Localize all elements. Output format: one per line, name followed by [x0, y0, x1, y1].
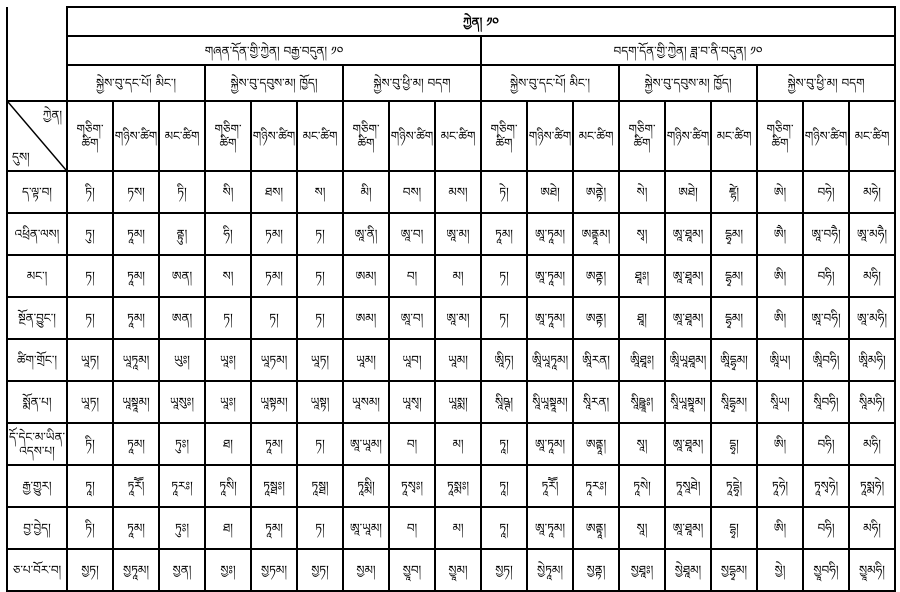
- table-cell: ཨཱ་ཐཱམ།: [665, 423, 711, 465]
- table-cell: ཏ།: [67, 255, 113, 297]
- table-cell: ཨནྟ།: [573, 297, 619, 339]
- table-cell: ཛྷེ།: [711, 171, 757, 213]
- table-cell: ཨཱ་མ།: [435, 213, 481, 255]
- row-label: སྔོན་བྱུང་།: [7, 297, 67, 339]
- table-cell: ཏཱསྠཿ།: [251, 465, 297, 507]
- table-cell: སྱཐཱཿ།: [619, 549, 665, 591]
- table-cell: ཏཱསྭཿ།: [389, 465, 435, 507]
- table-cell: སྱདྷྭམ།: [711, 549, 757, 591]
- number-header: གཉིས་ཚིག: [251, 101, 297, 171]
- table-cell: སཱིམཧི།: [849, 381, 895, 423]
- number-header: མང་ཚིག: [573, 101, 619, 171]
- table-row: [7, 549, 895, 591]
- table-cell: ཏ།: [251, 297, 297, 339]
- table-cell: ཡཱཏམ།: [251, 339, 297, 381]
- table-title: ཀྱེན། ༡༠: [67, 7, 895, 36]
- table-cell: ཏཱ།: [481, 423, 527, 465]
- table-cell: ཏཱཧེ།: [757, 465, 803, 507]
- row-label: ཅ་པ་བོར་བ།: [7, 549, 67, 591]
- table-cell: ཏཱསྨཧེ།: [849, 465, 895, 507]
- table-row: [7, 255, 895, 297]
- table-row: [7, 297, 895, 339]
- table-cell: མཧི།: [849, 507, 895, 549]
- table-cell: ཨཱ་བཧི།: [803, 297, 849, 339]
- table-cell: སྱཱམཧི།: [849, 549, 895, 591]
- table-row: [7, 507, 895, 549]
- table-cell: སྱེཏཱམ།: [527, 549, 573, 591]
- table-cell: ཏཱདྷྭེ།: [711, 465, 757, 507]
- number-header: གཅིག་ཚིག: [757, 101, 803, 171]
- table-cell: ཨི།: [757, 507, 803, 549]
- row-label: སྨོན་པ།: [7, 381, 67, 423]
- table-cell: སཱིཡ།: [757, 381, 803, 423]
- row-label: འཕྲིན་ལས།: [7, 213, 67, 255]
- table-cell: ཨཱ་ཡཱམ།: [343, 507, 389, 549]
- table-cell: ཡཱཏ།: [297, 339, 343, 381]
- table-cell: སྱཿ།: [205, 549, 251, 591]
- table-cell: མཧི།: [849, 255, 895, 297]
- table-cell: ཐ།: [205, 507, 251, 549]
- table-cell: མ།: [435, 507, 481, 549]
- table-cell: སྱཏ།: [481, 549, 527, 591]
- table-cell: ཨཱིབཧི།: [803, 339, 849, 381]
- table-cell: ཨཱིཡཱཐཱམ།: [665, 339, 711, 381]
- subgroup-header: སྐྱེས་བུ་ཕྱི་མ། བདག: [757, 65, 895, 101]
- table-cell: ཡཱསྭ།: [389, 381, 435, 423]
- top-left-blank-cell: [7, 7, 67, 101]
- table-cell: ཨཱ་ཏཱམ།: [527, 507, 573, 549]
- table-cell: སཱ།: [619, 423, 665, 465]
- table-cell: ཨཱ་མཧི།: [849, 297, 895, 339]
- table-cell: ཡཱསྟམ།: [251, 381, 297, 423]
- table-cell: ཨཱ་ཐཱམ།: [665, 255, 711, 297]
- table-cell: ཨེ།: [757, 171, 803, 213]
- table-cell: ཏཱམ།: [113, 423, 159, 465]
- table-cell: ཏཱམ།: [251, 423, 297, 465]
- row-label: དོ་དེང་མ་ཡིན་འདས་པ།: [7, 423, 67, 465]
- table-cell: ཨནྟེ།: [573, 171, 619, 213]
- table-cell: ཨཱ་བ།: [389, 213, 435, 255]
- table-cell: ཡཱཏ།: [67, 339, 113, 381]
- corner-cell: [7, 101, 67, 171]
- table-cell: མ།: [435, 423, 481, 465]
- table-cell: མས།: [435, 171, 481, 213]
- row-label: ཚིག་གྲོང་།: [7, 339, 67, 381]
- number-header: མང་ཚིག: [297, 101, 343, 171]
- number-header: མང་ཚིག: [849, 101, 895, 171]
- number-header: མང་ཚིག: [711, 101, 757, 171]
- table-body: [7, 7, 895, 591]
- group-header-atmanepada: བདག་དོན་གྱི་ཀྱེན། ཟླ་བ་ནི་བདུན། ༡༠: [481, 36, 895, 65]
- table-row: [7, 423, 895, 465]
- table-cell: ཨི།: [757, 255, 803, 297]
- table-cell: ཨཱ་ཏཱམ།: [527, 213, 573, 255]
- table-cell: ཡཱསྟཱམ།: [113, 381, 159, 423]
- table-cell: ཏཱམ།: [113, 213, 159, 255]
- table-cell: ཏ།: [481, 255, 527, 297]
- table-cell: ཡཱཏཱམ།: [113, 339, 159, 381]
- table-cell: ཏི།: [67, 423, 113, 465]
- table-cell: ཨི།: [757, 423, 803, 465]
- subgroup-header: སྐྱེས་བུ་དང་པོ། མིང་།: [481, 65, 619, 101]
- table-cell: ཐཱ།: [619, 297, 665, 339]
- table-cell: ཏཱམ།: [113, 507, 159, 549]
- table-cell: དྷྭམ།: [711, 297, 757, 339]
- table-cell: ཏུ།: [67, 213, 113, 255]
- table-cell: ཏཱསེ།: [619, 465, 665, 507]
- table-cell: ཏཱརཽ།: [113, 465, 159, 507]
- table-cell: ཡཱསམ།: [343, 381, 389, 423]
- table-cell: ཏ།: [297, 255, 343, 297]
- table-cell: ཏ།: [67, 297, 113, 339]
- number-header: མང་ཚིག: [159, 101, 205, 171]
- table-cell: ཏཱསི།: [205, 465, 251, 507]
- table-cell: སྱེཐཱམ།: [665, 549, 711, 591]
- table-cell: སྱན།: [159, 549, 205, 591]
- table-cell: ཏཱ།: [481, 465, 527, 507]
- table-cell: ས།: [205, 255, 251, 297]
- table-cell: ཏཱམ།: [113, 255, 159, 297]
- number-header: གཉིས་ཚིག: [389, 101, 435, 171]
- table-cell: སྱཏ།: [67, 549, 113, 591]
- table-cell: སཱ།: [619, 507, 665, 549]
- table-cell: བཧི།: [803, 255, 849, 297]
- table-cell: ཨཱ་མཧཻ།: [849, 213, 895, 255]
- table-row: [7, 381, 895, 423]
- table-cell: ཡཱསུཿ།: [159, 381, 205, 423]
- table-cell: ཏམ།: [251, 213, 297, 255]
- table-row: [7, 465, 895, 507]
- table-cell: ཨཱིམཧི།: [849, 339, 895, 381]
- table-cell: བ།: [389, 255, 435, 297]
- table-cell: སཱིདྷྭམ།: [711, 381, 757, 423]
- table-cell: ཐས།: [251, 171, 297, 213]
- subgroup-header: སྐྱེས་བུ་དང་པོ། མིང་།: [67, 65, 205, 101]
- table-cell: ཨཱིརན།: [573, 339, 619, 381]
- table-cell: བཧེ།: [803, 171, 849, 213]
- table-cell: ཡཱབ།: [389, 339, 435, 381]
- table-cell: ཏཱམ།: [113, 297, 159, 339]
- table-cell: མཧི།: [849, 423, 895, 465]
- table-cell: སཱིབཧི།: [803, 381, 849, 423]
- table-cell: ཨཱ་ཏཱམ།: [527, 423, 573, 465]
- table-cell: ཨཱིཏ།: [481, 339, 527, 381]
- table-cell: ཨཐེ།: [665, 171, 711, 213]
- subgroup-header: སྐྱེས་བུ་དབུས་མ། ཁྱོད།: [619, 65, 757, 101]
- table-cell: སཱིཡཱསྟཱམ།: [527, 381, 573, 423]
- number-header: གཅིག་ཚིག: [205, 101, 251, 171]
- table-cell: ཏཱསཱཐེ།: [665, 465, 711, 507]
- table-cell: སྱཱམ།: [435, 549, 481, 591]
- number-header: གཅིག་ཚིག: [619, 101, 665, 171]
- number-header: གཉིས་ཚིག: [113, 101, 159, 171]
- table-cell: ཏཱསྨི།: [343, 465, 389, 507]
- table-cell: ཡཱམ།: [435, 339, 481, 381]
- table-cell: ཏས།: [113, 171, 159, 213]
- table-cell: ཨཱ་ཐཱམ།: [665, 213, 711, 255]
- table-cell: དྷྭ།: [711, 507, 757, 549]
- number-header: གཉིས་ཚིག: [665, 101, 711, 171]
- row-label: རྒྱ་གྱུར།: [7, 465, 67, 507]
- table-cell: དྷྭ།: [711, 423, 757, 465]
- row-label: ད་ལྟ་བ།: [7, 171, 67, 213]
- table-cell: ཏ།: [297, 297, 343, 339]
- number-header: གཉིས་ཚིག: [803, 101, 849, 171]
- table-cell: ཨཱ་ཡཱམ།: [343, 423, 389, 465]
- table-cell: ཡཱཿ།: [205, 381, 251, 423]
- table-cell: སྱེ།: [757, 549, 803, 591]
- table-cell: ནྟུ།: [159, 213, 205, 255]
- table-cell: ཏཱམ།: [251, 507, 297, 549]
- table-cell: སཱིརན།: [573, 381, 619, 423]
- table-cell: ཏུཿ།: [159, 423, 205, 465]
- table-cell: སྭ།: [619, 213, 665, 255]
- table-cell: སྱཏ།: [297, 549, 343, 591]
- number-row: [7, 101, 895, 171]
- table-cell: ཏཱསྨཿ།: [435, 465, 481, 507]
- table-cell: ཨཱིདྷྭམ།: [711, 339, 757, 381]
- table-cell: སི།: [205, 171, 251, 213]
- table-cell: ཡཱསྟ།: [297, 381, 343, 423]
- group-row: [7, 36, 895, 65]
- table-cell: ཨནྟཱ།: [573, 507, 619, 549]
- row-label: བྱ་བྱེད།: [7, 507, 67, 549]
- table-cell: སྱཏཱམ།: [113, 549, 159, 591]
- table-cell: ཨནྟཱ།: [573, 423, 619, 465]
- table-cell: མི།: [343, 171, 389, 213]
- table-cell: སྱམ།: [343, 549, 389, 591]
- table-cell: དྷྭམ།: [711, 213, 757, 255]
- table-cell: ཨཱིཡ།: [757, 339, 803, 381]
- table-cell: ཨཻ།: [757, 213, 803, 255]
- table-cell: ཨཱ་ཐཱམ།: [665, 507, 711, 549]
- person-row: [7, 65, 895, 101]
- table-cell: ཨཱ་ཐཱམ།: [665, 297, 711, 339]
- table-cell: ཏཱསྠ།: [297, 465, 343, 507]
- table-cell: ཨནྟཱམ།: [573, 213, 619, 255]
- table-cell: སྱཏམ།: [251, 549, 297, 591]
- table-cell: ཨཱ་བཧཻ།: [803, 213, 849, 255]
- table-cell: ཡཱམ།: [343, 339, 389, 381]
- table-cell: ཨཐེ།: [527, 171, 573, 213]
- table-cell: ཏམ།: [251, 255, 297, 297]
- table-cell: མཧེ།: [849, 171, 895, 213]
- table-cell: ཨཱིཡཱཏཱམ།: [527, 339, 573, 381]
- corner-label-bottom: དུས།: [12, 150, 30, 164]
- table-cell: མ།: [435, 255, 481, 297]
- number-header: གཅིག་ཚིག: [481, 101, 527, 171]
- table-cell: ཏཱརཿ།: [159, 465, 205, 507]
- table-cell: ཏེ།: [481, 171, 527, 213]
- table-cell: སྱཱབཧི།: [803, 549, 849, 591]
- paradigm-table-container: [6, 6, 896, 592]
- table-cell: ཧི།: [205, 213, 251, 255]
- table-cell: ཨན།: [159, 255, 205, 297]
- table-cell: ཡཱསྨ།: [435, 381, 481, 423]
- table-cell: སཱིཥྚ།: [481, 381, 527, 423]
- table-cell: ཨམ།: [343, 255, 389, 297]
- table-cell: ཨཱ་ནི།: [343, 213, 389, 255]
- table-cell: ཏཱསྭཧེ།: [803, 465, 849, 507]
- table-cell: བཧི།: [803, 423, 849, 465]
- table-cell: བཧི།: [803, 507, 849, 549]
- subgroup-header: སྐྱེས་བུ་དབུས་མ། ཁྱོད།: [205, 65, 343, 101]
- number-header: གཅིག་ཚིག: [343, 101, 389, 171]
- table-cell: ཐཱཿ།: [619, 255, 665, 297]
- title-row: [7, 7, 895, 36]
- table-cell: ཏུཿ།: [159, 507, 205, 549]
- table-cell: ཏ།: [297, 213, 343, 255]
- table-row: [7, 339, 895, 381]
- table-cell: ཏཱ།: [67, 465, 113, 507]
- table-cell: ཏཱརཽ།: [527, 465, 573, 507]
- table-cell: སེ།: [619, 171, 665, 213]
- table-cell: སཱིཡཱསྟཱམ།: [665, 381, 711, 423]
- group-header-parasmaipada: གཞན་དོན་གྱི་ཀྱེན། བརྒྱ་བདུན། ༡༠: [67, 36, 481, 65]
- table-cell: ཐ།: [205, 423, 251, 465]
- table-cell: ཨན།: [159, 297, 205, 339]
- table-cell: ཏཱརཿ།: [573, 465, 619, 507]
- corner-label-top: ཀྱེན།: [42, 108, 62, 122]
- table-cell: ཡཱཏ།: [67, 381, 113, 423]
- table-cell: སཱིཥྛཱཿ།: [619, 381, 665, 423]
- table-row: [7, 171, 895, 213]
- table-cell: ཏཱམ།: [481, 213, 527, 255]
- subgroup-header: སྐྱེས་བུ་ཕྱི་མ། བདག: [343, 65, 481, 101]
- table-cell: ཡུཿ།: [159, 339, 205, 381]
- table-cell: ཨམ།: [343, 297, 389, 339]
- number-header: གཅིག་ཚིག: [67, 101, 113, 171]
- table-cell: སྱནྟ།: [573, 549, 619, 591]
- table-cell: བ།: [389, 507, 435, 549]
- table-cell: ཏཱ།: [481, 507, 527, 549]
- table-cell: ཏ།: [205, 297, 251, 339]
- table-cell: སྱཱབ།: [389, 549, 435, 591]
- table-cell: ཏ།: [297, 507, 343, 549]
- number-header: མང་ཚིག: [435, 101, 481, 171]
- table-cell: ཨི།: [757, 297, 803, 339]
- table-cell: ཏ།: [297, 423, 343, 465]
- row-label: མང་།: [7, 255, 67, 297]
- table-cell: ཏི།: [159, 171, 205, 213]
- table-cell: ཨཱ་མ།: [435, 297, 481, 339]
- table-cell: ས།: [297, 171, 343, 213]
- number-header: གཉིས་ཚིག: [527, 101, 573, 171]
- table-cell: ཨཱིཐཱཿ།: [619, 339, 665, 381]
- table-cell: ཨཱ་བ།: [389, 297, 435, 339]
- table-cell: ཨནྟ།: [573, 255, 619, 297]
- conjugation-table: [6, 6, 896, 592]
- table-cell: ཏི།: [67, 507, 113, 549]
- table-cell: ཏི།: [67, 171, 113, 213]
- table-cell: བ།: [389, 423, 435, 465]
- table-cell: དྷྭམ།: [711, 255, 757, 297]
- table-cell: ཨཱ་ཏཱམ།: [527, 255, 573, 297]
- table-cell: བས།: [389, 171, 435, 213]
- table-cell: ཡཱཿ།: [205, 339, 251, 381]
- table-row: [7, 213, 895, 255]
- table-cell: ཨཱ་ཏཱམ།: [527, 297, 573, 339]
- table-cell: ཏ།: [481, 297, 527, 339]
